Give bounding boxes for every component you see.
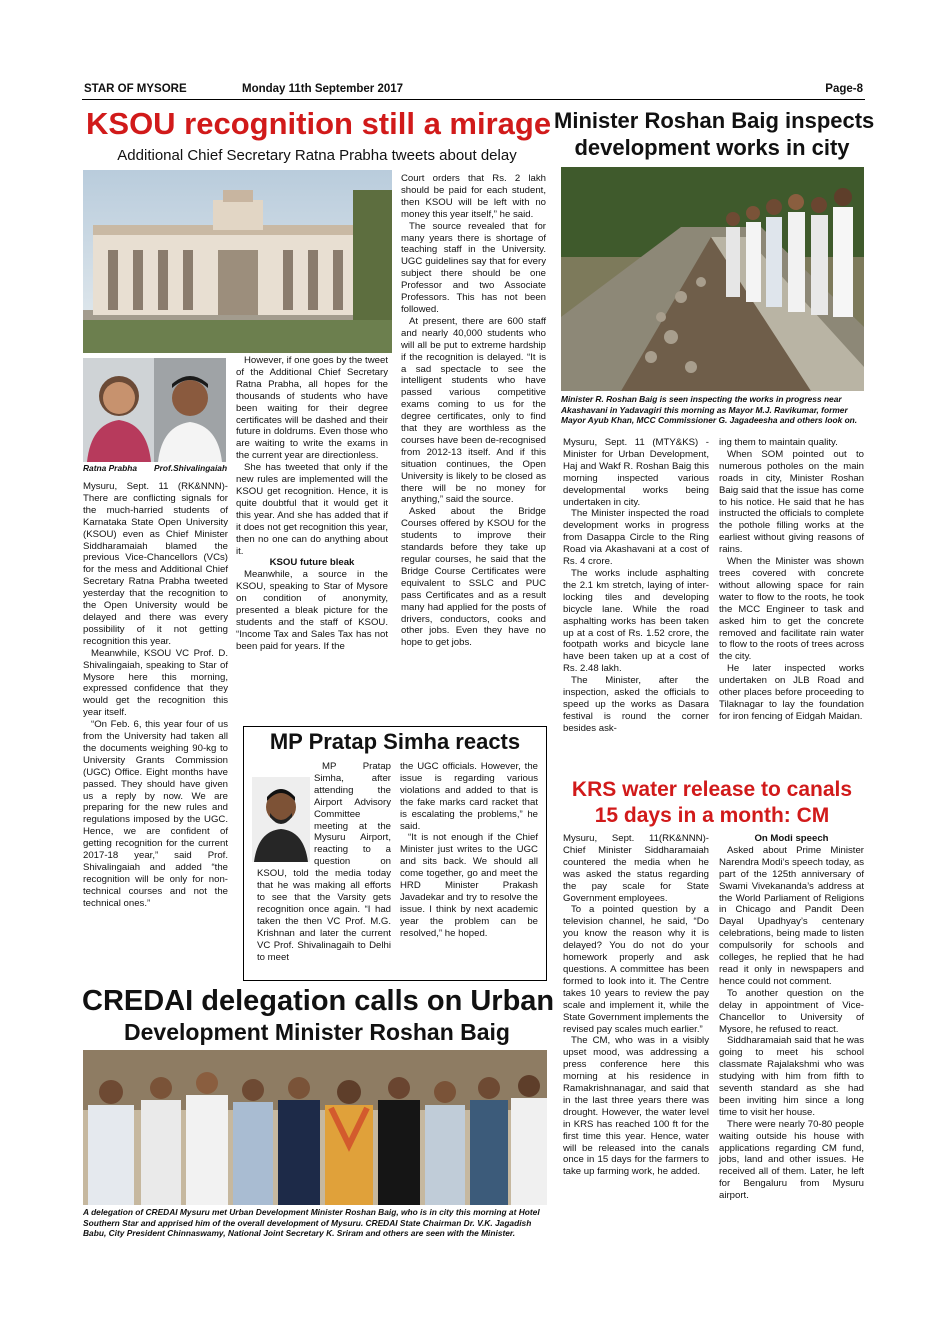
photo-spacer — [257, 761, 314, 864]
baig-headline-1: Minister Roshan Baig inspects — [554, 108, 875, 133]
paragraph: Mysuru, Sept. 11 (MTY&KS) - Minister for Urban Development, Haj and Wakf R. Roshan Baig this morning inspected various developmental works being undertaken in city. — [563, 437, 709, 508]
krs-headline-2: 15 days in a month: CM — [594, 804, 830, 827]
paragraph: There were nearly 70-80 people waiting outside his house with applications regarding CM fund, jobs, land and other issues. He received all of them. Later, he left for Bengaluru from Mysuru airport. — [719, 1118, 864, 1202]
paragraph: MP Pratap Simha, after attending the Airport Advisory Committee meeting at the Mysuru Airport, reacting to a question on KSOU, told the media today that he was making all efforts to see that the Varsity gets recognition once again. “I had taken the then VC Prof. M.G. Krishnan and later the current VC Prof. Shivalinagaih to Delhi to meet — [257, 761, 391, 963]
credai-delegation-photo — [83, 1050, 547, 1205]
paragraph: Asked about Prime Minister Narendra Modi’s speech today, as part of the 125th anniversary of Swami Vivekananda’s address at the World Parliament of Religions in Chicago and Pandit Deen Dayal Upadhyay’s centenary celebrations, being made to listen compulsorily for schools and colleges, he replied that he had read it only in newspapers and hence could not comment. — [719, 844, 864, 987]
paragraph: Mysuru, Sept. 11(RK&NNN)- Chief Minister Siddharamaiah countered the media when he was asked the status regarding the pay scale for State Government employees. — [563, 833, 709, 904]
paragraph: The Minister inspected the road development works in progress from Dasappa Circle to the Ring Road via Akashavani at a cost of Rs. 4 crore. — [563, 508, 709, 568]
paragraph: Asked about the Bridge Courses offered by KSOU for the students to improve their standards before they take up regular courses, he said that the Bridge Course Certificates were equivalent to SSLC and PUC pass Certificates and as a result many had applied for the posts of drivers, conductors, cooks and other jobs. Even they have no hope to get jobs. — [401, 506, 546, 649]
pratap-column-2 — [400, 761, 538, 940]
paragraph: At present, there are 600 staff and nearly 40,000 students who will all be put to extreme hardship if the recognition is delayed. “It is a sad spectacle to see the intelligent students who have passed various competitive exams coming to us for the degree certificates, only to find that they are worthless as the courses have been de-recognised from 2012-13 itself. And if this situation continues, the Open University is likely to be closed as there will be no money for anything,” said the source. — [401, 315, 546, 506]
page-header — [82, 82, 865, 100]
paragraph: Court orders that Rs. 2 lakh should be paid for each student, then KSOU will be left with no money this year itself,” he said. — [401, 173, 546, 220]
paragraph: However, if one goes by the tweet of the Additional Chief Secretary Ratna Prabha, all hopes for the thousands of students who have been waiting for their degree certificates will be dashed and their future in doldrums. Even those who are waiting to write the exams in the current year are directionless. — [236, 355, 388, 462]
paragraph: “On Feb. 6, this year four of us from the University had taken all the documents weighing 90-kg to University Grants Commission (UGC) Office. Eight months have passed. They should have given us a reply by now. We are preparing for the new rules and regulations imposed by the UGC. Hence, we are confident of getting recognition for the current 2017-18 year,” said Prof. Shivalingaiah and added “the recognition will be only for non-technical courses and not the technical ones.” — [83, 719, 228, 909]
credai-headline-1: CREDAI delegation calls on Urban — [82, 985, 555, 1017]
paragraph: The CM, who was in a visibly upset mood, was addressing a press conference here this morning at his residence in Ramakrishnanagar, and said that in the last three years there was drought. However, the water level in KRS has reached 100 ft for the first time this year. Hence, water will be released into the canals once in 15 days for the farmers to take up farming work, he added. — [563, 1035, 709, 1178]
ksou-column-1 — [83, 481, 228, 910]
paragraph: Mysuru, Sept. 11 (RK&NNN)- There are conflicting signals for the much-harried students of Karnataka State Open University (KSOU) even as Chief Minister Siddharamaiah blamed the previous Vice-Chancellors (VCs) for the mess and Additional Chief Secretary Ratna Prabha tweeted yesterday that the recognition to the Open University would be delayed and there was every possibility of it not getting recognition this year. — [83, 481, 228, 647]
ksou-column-3 — [401, 173, 546, 649]
paragraph: “It is not enough if the Chief Minister just writes to the UGC and sits back. We should all come together, go and meet the HRD Minister Prakash Javadekar and try to resolve the issue. I think by next academic year the problem can be resolved,” he hoped. — [400, 832, 538, 939]
ksou-building-photo — [83, 170, 392, 353]
paragraph: He later inspected works undertaken on JLB Road and other places before proceeding to Tilaknagar to lay the foundation for iron fencing of Eidgah Maidan. — [719, 663, 864, 722]
paragraph: The source revealed that for many years there is shortage of teaching staff in the University. UGC guidelines say that for every subject there should be one Professor and two Associate Professors. This has not been followed. — [401, 220, 546, 315]
ratna-prabha-caption: Ratna Prabha — [83, 463, 137, 473]
issue-date: Monday 11th September 2017 — [242, 83, 404, 95]
baig-column-2 — [719, 437, 864, 723]
pratap-headline: MP Pratap Simha reacts — [269, 729, 521, 754]
paragraph: Meanwhile, a source in the KSOU, speaking to Star of Mysore on condition of anonymity, presented a bleak picture for the students and the staff of KSOU. “Income Tax and Sales Tax has not been paid for years. If the — [236, 569, 388, 652]
ksou-headline: KSOU recognition still a mirage — [86, 106, 552, 141]
subheading: On Modi speech — [754, 833, 829, 844]
paragraph: ing them to maintain quality. — [719, 437, 838, 448]
page-number: Page-8 — [825, 83, 863, 95]
baig-headline-2: development works in city — [574, 135, 850, 160]
paragraph: The works include asphalting the 2.1 km stretch, laying of inter-locking tiles and developing bicycle lane. While the road asphalting works has been taken up at a cost of Rs. 1.52 crore, the footpath works and bicycle lane have been taken up at a cost of Rs. 2.48 lakh. — [563, 567, 709, 675]
baig-inspection-photo — [561, 167, 864, 391]
credai-caption: A delegation of CREDAI Mysuru met Urban Development Minister Roshan Baig, who is in city this morning at Hotel Southern Star and apprised him of the overall development of Mysuru. CREDAI State Chairman Dr. V.K. Jagadish Babu, City President Chinnaswamy, National Joint Secretary K. Sriram and others are seen with the Minister. — [83, 1207, 540, 1239]
ratna-prabha-photo — [83, 358, 154, 462]
paragraph: Meanwhile, KSOU VC Prof. D. Shivalingaiah, speaking to Star of Mysore here this morning, expressed confidence that they would get the recognition this year itself. — [83, 647, 228, 719]
ksou-column-2 — [236, 355, 388, 653]
shivalingaiah-photo — [154, 358, 226, 462]
paragraph: To a pointed question by a television channel, he said, “Do you know the reason why it is delayed? You do not do your homework properly and ask questions. A committee has been formed to look into it. The Centre takes 10 years to review the pay scale and implement it, while the State Government implements the revised pay scales much earlier.” — [563, 904, 709, 1035]
paragraph: When SOM pointed out to numerous potholes on the main roads in city, Minister Roshan Baig said that the issue has come to his notice. He said that he has instructed the officials to complete the pothole filling works at the earliest without giving reasons of rains. — [719, 448, 864, 556]
krs-column-2 — [719, 833, 864, 1202]
krs-headline-1: KRS water release to canals — [571, 778, 853, 801]
paragraph: Siddharamaiah said that he was going to meet his school classmate Rajalakshmi who was studying with him from fifth to seventh standard as she had been inviting him since a long time to visit her house. — [719, 1035, 864, 1118]
shivalingaiah-caption: Prof.Shivalingaiah — [154, 463, 228, 473]
paragraph: When the Minister was shown trees covered with concrete without allowing space for rain water to flow to the roots, he took the MCC Engineer to task and asked him to get the concrete removed and facilitate rain water to flow to the roots of trees across the city. — [719, 556, 864, 663]
krs-column-1 — [563, 833, 709, 1178]
paragraph: She has tweeted that only if the new rules are implemented will the KSOU get recognition. Hence, it is quite doubtful that it would get it this year. And she has added that if it does not get recognition this year, then no one can do anything about it. — [236, 462, 388, 557]
credai-headline-2: Development Minister Roshan Baig — [124, 1019, 510, 1045]
paragraph: The Minister, after the inspection, asked the officials to speed up the works as Dasara festival is round the corner besides ask- — [563, 675, 709, 734]
ksou-subhead: Additional Chief Secretary Ratna Prabha tweets about delay — [117, 147, 517, 164]
baig-column-1 — [563, 437, 709, 735]
baig-caption: Minister R. Roshan Baig is seen inspecting the works in progress near Akashavani in Yadavagiri this morning as Mayor M.J. Ravikumar, former Mayor Ayub Khan, MCC Commissioner G. Jagadeesha and others look on. — [561, 394, 858, 426]
paper-name: STAR OF MYSORE — [84, 83, 187, 95]
paragraph: the UGC officials. However, the issue is regarding various violations and added to that is the fake marks card racket that is escalating the problems,” he said. — [400, 761, 538, 832]
pratap-column-1 — [257, 761, 391, 976]
subheading: KSOU future bleak — [269, 557, 355, 569]
paragraph: To another question on the delay in appointment of Vice-Chancellor to University of Mysore, he refused to react. — [719, 987, 864, 1035]
